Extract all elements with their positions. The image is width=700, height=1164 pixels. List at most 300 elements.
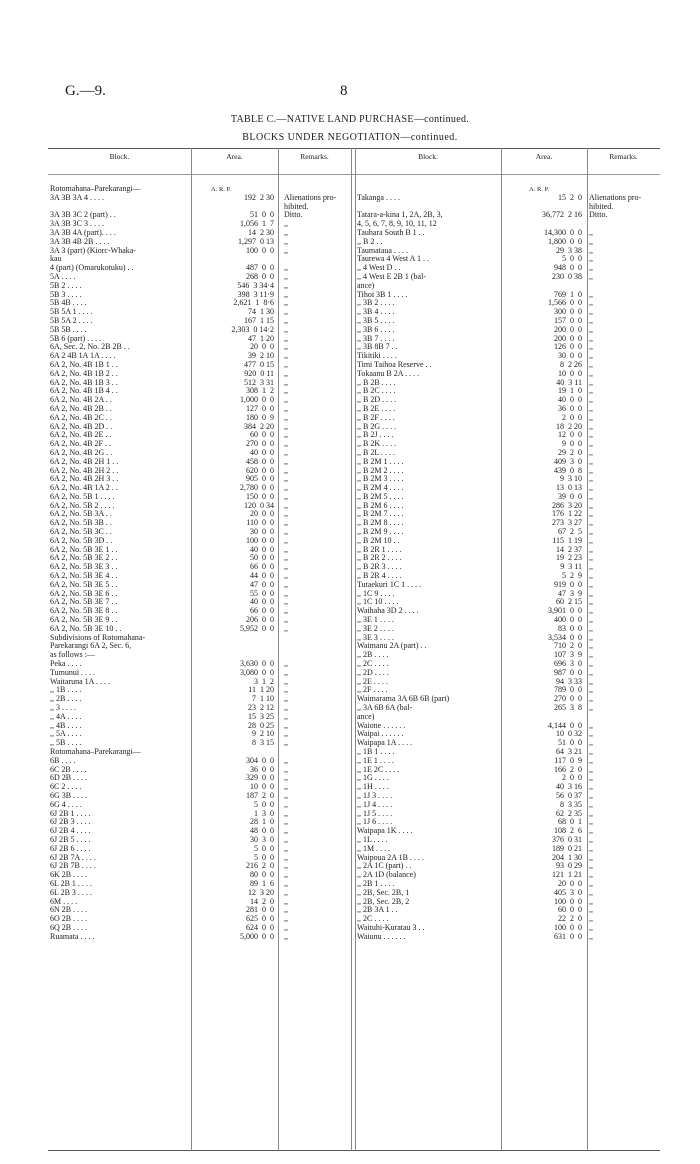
- table-row: [50, 317, 350, 326]
- area-value: 22 2 0: [558, 914, 582, 924]
- block-name: 5B 2 . . . .: [50, 281, 82, 290]
- remarks-value: ,,: [284, 755, 288, 765]
- block-name: ,, 2C . . . .: [357, 915, 389, 924]
- block-name: 6C 2B . . . .: [50, 765, 87, 774]
- blocks-table: [48, 148, 660, 1151]
- table-title: TABLE C.—NATIVE LAND PURCHASE—continued.: [230, 114, 470, 125]
- block-name: 6A 2, No. 5B 3D . .: [50, 536, 113, 545]
- block-name: ,, 3B 6 . . . .: [357, 325, 395, 334]
- block-name: ,, 3E 2 . . . .: [357, 624, 394, 633]
- area-value: 47 0 0: [250, 579, 274, 589]
- area-value: 94 3 33: [556, 676, 582, 686]
- table-row: [357, 845, 660, 854]
- table-row: [50, 713, 350, 722]
- area-value: 121 1 21: [552, 870, 582, 880]
- table-row: [357, 590, 660, 599]
- remarks-value: ,,: [284, 245, 288, 255]
- table-row: [50, 563, 350, 572]
- area-value: 620 0 0: [246, 465, 274, 475]
- block-name: ,, 2A 1C (part) . .: [357, 862, 412, 871]
- block-name: Tatara-a-kina 1, 2A, 2B, 3,: [357, 211, 443, 220]
- area-value: 64 3 21: [556, 747, 582, 756]
- table-row: [50, 642, 350, 651]
- table-row: [357, 379, 660, 388]
- remarks-value: ,,: [284, 799, 288, 809]
- block-name: ,, B 2M 2 . . . .: [357, 466, 404, 475]
- remarks-value: ,,: [284, 403, 288, 413]
- remarks-value: ,,: [589, 834, 593, 844]
- block-name: 6A 2, No. 4B 1A 2 . .: [50, 484, 118, 493]
- block-name: 3A 3B 4A (part). . . .: [50, 228, 116, 237]
- area-value: 8 2 26: [560, 359, 582, 369]
- table-row: [50, 924, 350, 933]
- area-value: 216 2 0: [246, 861, 274, 871]
- area-value: 12 0 0: [558, 430, 582, 440]
- table-row: [357, 537, 660, 546]
- table-row: [357, 317, 660, 326]
- area-value: 268 0 0: [246, 271, 274, 281]
- area-value: 20 0 0: [558, 878, 582, 888]
- table-row: [50, 229, 350, 238]
- remarks-value: ,,: [589, 615, 593, 625]
- remarks-value: Alienations pro-: [284, 192, 337, 202]
- block-name: ,, 5B . . . .: [50, 739, 82, 748]
- block-name: 3A 3B 4B 2B . . . .: [50, 237, 110, 246]
- area-value: 200 0 0: [554, 333, 582, 343]
- remarks-value: ,,: [589, 254, 593, 264]
- block-name: ,, B 2M 5 . . . .: [357, 492, 404, 501]
- remarks-value: ,,: [589, 474, 593, 484]
- remarks-value: ,,: [284, 289, 288, 299]
- remarks-value: ,,: [589, 922, 593, 932]
- remarks-value: ,,: [589, 562, 593, 572]
- table-row: [357, 458, 660, 467]
- block-name: ,, 1E 1 . . . .: [357, 756, 394, 765]
- block-name: 6J 2B 1 . . . .: [50, 809, 91, 818]
- block-name: ,, B 2M 3 . . . .: [357, 475, 404, 484]
- remarks-value: ,,: [589, 659, 593, 669]
- block-name: ,, 2E . . . .: [357, 677, 388, 686]
- remarks-value: ,,: [589, 747, 593, 756]
- area-value: 20 0 0: [250, 342, 274, 352]
- header-rule: [48, 174, 660, 175]
- area-value: 948 0 0: [554, 263, 582, 273]
- block-name: 3A 3B 3A 4 . . . .: [50, 193, 105, 202]
- table-row: [357, 264, 660, 273]
- area-value: 40 0 0: [558, 395, 582, 405]
- table-row: [50, 625, 350, 634]
- remarks-value: ,,: [589, 764, 593, 774]
- table-row: [50, 766, 350, 775]
- table-row: [50, 686, 350, 695]
- block-name: Waimanu 2A (part) . .: [357, 642, 427, 651]
- remarks-value: ,,: [589, 597, 593, 607]
- block-name: ,, B 2L . . . .: [357, 448, 395, 457]
- block-name: ,, 2B, Sec. 2B, 2: [357, 897, 410, 906]
- remarks-value: ,,: [589, 386, 593, 396]
- block-name: 6A 2, No. 5B 3E 5 . .: [50, 580, 118, 589]
- area-value: 477 0 15: [244, 359, 274, 369]
- area-value: 56 0 37: [556, 790, 582, 800]
- area-value: 789 0 0: [554, 685, 582, 695]
- area-value: 5,000 0 0: [240, 931, 274, 941]
- block-name: ,, B 2R 4 . . . .: [357, 572, 402, 581]
- remarks-value: ,,: [284, 483, 288, 493]
- area-value: 273 3 27: [552, 518, 582, 528]
- remarks-value: ,,: [284, 694, 288, 704]
- area-value: 308 1 2: [246, 386, 274, 396]
- block-name: 6A 2, No. 4B 2H 1 . .: [50, 457, 119, 466]
- remarks-value: ,,: [284, 527, 288, 537]
- remarks-value: ,,: [589, 799, 593, 809]
- remarks-value: ,,: [284, 579, 288, 589]
- table-row: [50, 889, 350, 898]
- area-value: 40 0 0: [250, 544, 274, 554]
- area-value: 200 0 0: [554, 324, 582, 334]
- remarks-value: ,,: [284, 623, 288, 633]
- remarks-value: ,,: [284, 474, 288, 484]
- table-row: [50, 299, 350, 308]
- area-value: 19 1 0: [558, 386, 582, 396]
- remarks-value: ,,: [284, 307, 288, 317]
- remarks-value: ,,: [589, 483, 593, 493]
- block-name: Taumatauа . . . .: [357, 246, 408, 255]
- header-block-left: Block.: [109, 152, 130, 161]
- remarks-value: ,,: [284, 562, 288, 572]
- block-name: 6A 2, No. 5B 3E 2 . .: [50, 554, 118, 563]
- table-row: [50, 854, 350, 863]
- page-header: [0, 83, 700, 103]
- area-units-left: A. R. P.: [211, 186, 232, 193]
- area-value: 12 3 20: [248, 887, 274, 897]
- table-row: [50, 264, 350, 273]
- table-row: [50, 343, 350, 352]
- table-row: [357, 194, 660, 203]
- remarks-value: ,,: [589, 315, 593, 325]
- block-name: Rotomahana–Parekarangi—: [50, 748, 141, 756]
- area-value: 187 2 0: [246, 790, 274, 800]
- remarks-value: ,,: [589, 931, 593, 941]
- area-value: 100 0 0: [246, 535, 274, 545]
- table-row: [50, 818, 350, 827]
- area-value: 30 0 0: [558, 351, 582, 361]
- remarks-value: ,,: [589, 738, 593, 748]
- table-row: [50, 801, 350, 810]
- table-row: [357, 678, 660, 687]
- remarks-value: ,,: [589, 245, 593, 255]
- area-value: 47 3 9: [558, 588, 582, 598]
- block-name: 5B 4B . . . .: [50, 299, 87, 308]
- table-row: [50, 352, 350, 361]
- area-value: 398 3 11·9: [237, 289, 274, 299]
- block-name: ,, 1B 1 . . . .: [357, 748, 395, 756]
- remarks-value: ,,: [589, 271, 593, 281]
- remarks-value: ,,: [284, 720, 288, 730]
- block-name: Waimarama 3A 6B 6B (part): [357, 695, 450, 704]
- block-name: 5B 3 . . . .: [50, 290, 82, 299]
- area-value: 1,800 0 0: [548, 236, 582, 246]
- block-name: ,, 2A 1D (balance): [357, 871, 416, 880]
- table-row: [357, 229, 660, 238]
- table-row: [50, 660, 350, 669]
- table-row: [357, 449, 660, 458]
- table-row: [357, 203, 660, 212]
- table-row: [357, 431, 660, 440]
- remarks-value: ,,: [589, 430, 593, 440]
- remarks-value: ,,: [589, 412, 593, 422]
- area-value: 51 0 0: [250, 210, 274, 220]
- block-name: ,, 1C 9 . . . .: [357, 589, 395, 598]
- document-code: G.—9.: [65, 83, 106, 99]
- remarks-value: ,,: [589, 905, 593, 915]
- table-row: [357, 757, 660, 766]
- block-name: 6A 2, No. 4B 2H 2 . .: [50, 466, 119, 475]
- block-name: kau: [50, 255, 62, 264]
- area-value: 60 0 0: [250, 430, 274, 440]
- block-name: ,, B 2R 3 . . . .: [357, 563, 402, 572]
- area-units-right: A. R. P.: [529, 186, 550, 193]
- table-row: [50, 326, 350, 335]
- remarks-value: ,,: [284, 773, 288, 783]
- area-value: 100 0 0: [246, 245, 274, 255]
- area-value: 10 0 32: [556, 729, 582, 739]
- block-name: Ruamata . . . .: [50, 932, 95, 941]
- remarks-value: ,,: [589, 817, 593, 827]
- remarks-value: ,,: [284, 878, 288, 888]
- remarks-value: ,,: [284, 887, 288, 897]
- area-value: 696 3 0: [554, 659, 582, 669]
- remarks-value: ,,: [284, 817, 288, 827]
- table-row: [357, 405, 660, 414]
- block-name: ,, 1C 10 . . . .: [357, 598, 399, 607]
- left-column: [50, 185, 350, 942]
- remarks-value: ,,: [284, 834, 288, 844]
- area-value: 47 1 20: [248, 333, 274, 343]
- area-value: 5,952 0 0: [240, 623, 274, 633]
- block-name: ,, B 2R 2 . . . .: [357, 554, 402, 563]
- remarks-value: ,,: [284, 342, 288, 352]
- remarks-value: ,,: [284, 711, 288, 721]
- table-row: [357, 299, 660, 308]
- remarks-value: ,,: [284, 843, 288, 853]
- remarks-value: ,,: [284, 227, 288, 237]
- block-name: ,, B 2M 9 . . . .: [357, 528, 404, 537]
- area-value: 74 1 30: [248, 307, 274, 317]
- table-row: [50, 440, 350, 449]
- area-value: 5 0 0: [254, 843, 274, 853]
- remarks-value: ,,: [284, 359, 288, 369]
- area-value: 67 2 5: [558, 527, 582, 537]
- area-value: 100 0 0: [554, 896, 582, 906]
- area-value: 117 0 9: [554, 755, 582, 765]
- block-name: 6A 2, No. 5B 3C . .: [50, 528, 112, 537]
- area-value: 905 0 0: [246, 474, 274, 484]
- header-block-right: Block.: [418, 152, 438, 161]
- table-subtitle: BLOCKS UNDER NEGOTIATION—continued.: [242, 132, 458, 143]
- block-name: 6A 2, No. 4B 1B 3 . .: [50, 378, 118, 387]
- table-row: [357, 783, 660, 792]
- area-value: 176 1 22: [552, 509, 582, 519]
- area-value: 10 0 0: [558, 368, 582, 378]
- table-row: [50, 546, 350, 555]
- table-row: [357, 335, 660, 344]
- table-row: [50, 335, 350, 344]
- remarks-value: ,,: [284, 535, 288, 545]
- block-name: ,, 2D . . . .: [357, 668, 389, 677]
- block-name: Tauhara South B 1 . .: [357, 228, 425, 237]
- table-row: [357, 273, 660, 282]
- block-name: ,, B 2B . . . .: [357, 378, 396, 387]
- remarks-value: ,,: [284, 430, 288, 440]
- table-row: [357, 563, 660, 572]
- table-row: [50, 467, 350, 476]
- area-value: 14 2 37: [556, 544, 582, 554]
- remarks-value: Alienations pro-: [589, 192, 642, 202]
- block-name: ,, B 2F . . . .: [357, 413, 395, 422]
- area-value: 204 1 30: [552, 852, 582, 862]
- area-value: 9 0 0: [562, 439, 582, 449]
- remarks-value: ,,: [589, 377, 593, 387]
- remarks-value: Ditto.: [589, 210, 608, 220]
- table-row: [50, 730, 350, 739]
- area-value: 48 0 0: [250, 826, 274, 836]
- table-row: [50, 308, 350, 317]
- block-name: 6Q 2B . . . .: [50, 923, 88, 932]
- table-row: [357, 528, 660, 537]
- area-value: 286 3 20: [552, 500, 582, 510]
- remarks-value: ,,: [284, 298, 288, 308]
- table-row: [357, 827, 660, 836]
- area-value: 625 0 0: [246, 914, 274, 924]
- block-name: 6A 2, No. 4B 2E . .: [50, 431, 112, 440]
- block-name: 6A 2, No. 4B 2H 3 . .: [50, 475, 119, 484]
- table-row: [357, 502, 660, 511]
- remarks-value: ,,: [284, 271, 288, 281]
- area-value: 14,300 0 0: [544, 227, 582, 237]
- block-name: 4 (part) (Omarukotuku) . .: [50, 264, 134, 273]
- block-name: 6A 2, No. 5B 3A . .: [50, 510, 112, 519]
- block-name: 6J 2B 4 . . . .: [50, 827, 91, 836]
- block-name: 6G 4 . . . .: [50, 800, 82, 809]
- table-row: [357, 291, 660, 300]
- area-value: 40 3 11: [556, 377, 582, 387]
- block-name: Waipoua 2A 1B . . . .: [357, 853, 424, 862]
- area-value: 206 0 0: [246, 615, 274, 625]
- block-name: ,, 4A . . . .: [50, 712, 82, 721]
- area-value: 30 3 0: [250, 834, 274, 844]
- table-row: [50, 387, 350, 396]
- area-value: 68 0 1: [558, 817, 582, 827]
- table-row: [50, 598, 350, 607]
- table-row: [357, 880, 660, 889]
- block-name: ,, B 2M 8 . . . .: [357, 519, 404, 528]
- remarks-value: ,,: [589, 395, 593, 405]
- table-row: [50, 616, 350, 625]
- table-row: [50, 528, 350, 537]
- block-name: 6J 2B 3 . . . .: [50, 818, 91, 827]
- block-name: ,, 2B . . . .: [357, 651, 389, 660]
- table-row: [50, 475, 350, 484]
- area-value: 18 2 20: [556, 421, 582, 431]
- block-name: 6A 2, No. 5B 3E 4 . .: [50, 572, 118, 581]
- area-value: 100 0 0: [554, 922, 582, 932]
- remarks-value: ,,: [589, 632, 593, 642]
- table-row: [50, 458, 350, 467]
- block-name: 6A 2, No. 5B 1 . . . .: [50, 492, 115, 501]
- remarks-value: ,,: [589, 491, 593, 501]
- block-name: ,, B 2J . . . .: [357, 431, 394, 440]
- remarks-value: ,,: [589, 826, 593, 836]
- block-name: Tihoi 3B 1 . . . .: [357, 290, 408, 299]
- block-name: 3A 3B 3C 3 . . . .: [50, 220, 105, 229]
- table-row: [357, 308, 660, 317]
- remarks-value: ,,: [589, 553, 593, 563]
- remarks-value: ,,: [284, 922, 288, 932]
- area-value: 265 3 8: [554, 703, 582, 713]
- area-value: 458 0 0: [246, 456, 274, 466]
- block-name: 6A 2, No. 5B 3E 9 . .: [50, 616, 118, 625]
- remarks-value: ,,: [589, 896, 593, 906]
- table-row: [357, 423, 660, 432]
- table-row: [357, 352, 660, 361]
- table-row: [357, 396, 660, 405]
- area-value: 405 3 0: [554, 887, 582, 897]
- block-name: ,, 2B, Sec. 2B, 1: [357, 888, 410, 897]
- area-value: 150 0 0: [246, 491, 274, 501]
- area-value: 987 0 0: [554, 667, 582, 677]
- table-row: [50, 590, 350, 599]
- table-row: [50, 414, 350, 423]
- table-row: [357, 651, 660, 660]
- table-row: [50, 678, 350, 687]
- remarks-value: ,,: [284, 368, 288, 378]
- table-row: [357, 493, 660, 502]
- block-name: ,, 1E 2C . . . .: [357, 765, 400, 774]
- area-value: 400 0 0: [554, 615, 582, 625]
- table-row: [357, 766, 660, 775]
- remarks-value: ,,: [589, 685, 593, 695]
- table-row: [50, 898, 350, 907]
- remarks-value: ,,: [589, 544, 593, 554]
- table-row: [50, 783, 350, 792]
- remarks-value: ,,: [284, 500, 288, 510]
- block-name: Tutaekuri 1C 1 . . . .: [357, 580, 422, 589]
- area-value: 50 0 0: [250, 553, 274, 563]
- area-value: 769 1 0: [554, 289, 582, 299]
- block-name: 6A 2, No. 4B 1B 2 . .: [50, 369, 118, 378]
- block-name: Parekarangi 6A 2, Sec. 6,: [50, 642, 132, 651]
- remarks-value: ,,: [284, 667, 288, 677]
- remarks-value: ,,: [589, 298, 593, 308]
- remarks-value: ,,: [589, 342, 593, 352]
- table-row: [357, 370, 660, 379]
- table-row: [50, 554, 350, 563]
- area-value: 631 0 0: [554, 931, 582, 941]
- table-row: [50, 845, 350, 854]
- block-name: ,, 3B 2 . . . .: [357, 299, 395, 308]
- table-row: [357, 326, 660, 335]
- table-row: [50, 273, 350, 282]
- area-value: 11 1 20: [248, 685, 274, 695]
- remarks-value: ,,: [284, 931, 288, 941]
- block-name: Taurewa 4 West A 1 . .: [357, 255, 429, 264]
- remarks-value: ,,: [284, 905, 288, 915]
- area-value: 710 2 0: [554, 641, 582, 651]
- remarks-value: ,,: [589, 870, 593, 880]
- block-name: 6J 2B 6 . . . .: [50, 844, 91, 853]
- block-name: Rotomahana–Parekarangi—: [50, 185, 141, 193]
- remarks-value: ,,: [284, 896, 288, 906]
